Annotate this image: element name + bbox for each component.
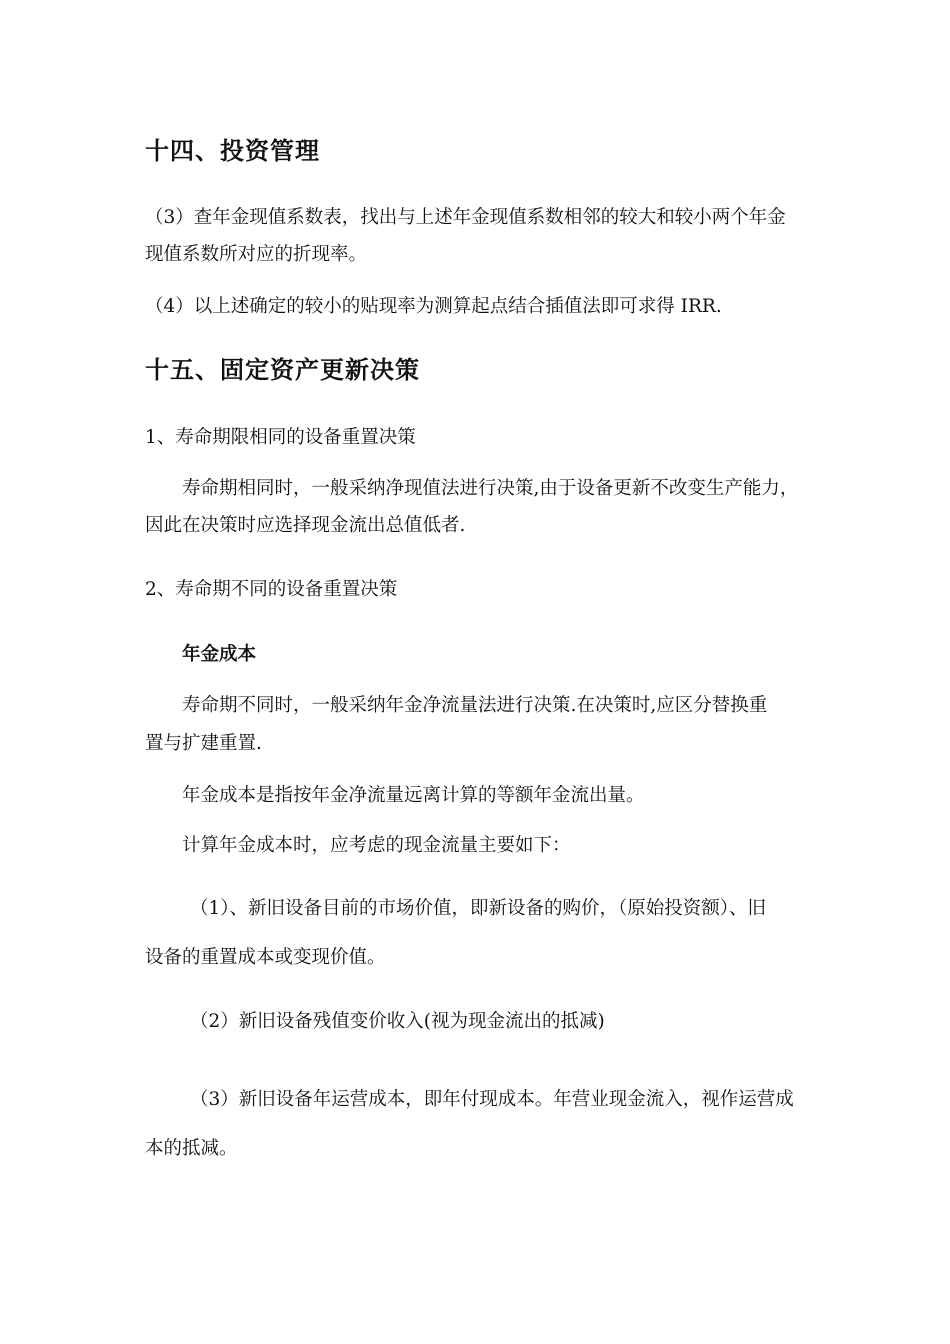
subsection-2-paragraph-1-line-1: 寿命期不同时，一般采纳年金净流量法进行决策.在决策时,应区分替换重 [182, 695, 768, 716]
section-heading-15: 十五、固定资产更新决策 [145, 356, 420, 384]
paragraph-step-4: （4）以上述确定的较小的贴现率为测算起点结合插值法即可求得 IRR. [145, 296, 722, 317]
subsection-title-2: 2、寿命期不同的设备重置决策 [145, 579, 398, 600]
list-item-1-line-2: 设备的重置成本或变现价值。 [145, 947, 386, 968]
subsection-title-1: 1、寿命期限相同的设备重置决策 [145, 427, 416, 448]
list-item-1-line-1: （1）、新旧设备目前的市场价值，即新设备的购价，（原始投资额）、旧 [190, 898, 767, 919]
list-item-3-line-2: 本的抵减。 [145, 1138, 238, 1159]
subsection-2-paragraph-3: 计算年金成本时，应考虑的现金流量主要如下： [182, 835, 571, 856]
subsection-1-paragraph-line-2: 因此在决策时应选择现金流出总值低者. [145, 515, 466, 536]
list-item-3-line-1: （3）新旧设备年运营成本，即年付现成本。年营业现金流入，视作运营成 [190, 1089, 794, 1110]
paragraph-step-3-line-1: （3）查年金现值系数表，找出与上述年金现值系数相邻的较大和较小两个年金 [145, 207, 786, 228]
section-heading-14: 十四、投资管理 [145, 137, 320, 165]
subsection-2-paragraph-1-line-2: 置与扩建重置. [145, 733, 262, 754]
subsection-1-paragraph-line-1: 寿命期相同时，一般采纳净现值法进行决策,由于设备更新不改变生产能力， [182, 478, 799, 499]
paragraph-step-3-line-2: 现值系数所对应的折现率。 [145, 244, 368, 265]
annual-cost-title: 年金成本 [182, 644, 257, 665]
list-item-2: （2）新旧设备残值变价收入(视为现金流出的抵减) [190, 1011, 605, 1032]
subsection-2-paragraph-2: 年金成本是指按年金净流量远离计算的等额年金流出量。 [182, 785, 645, 806]
